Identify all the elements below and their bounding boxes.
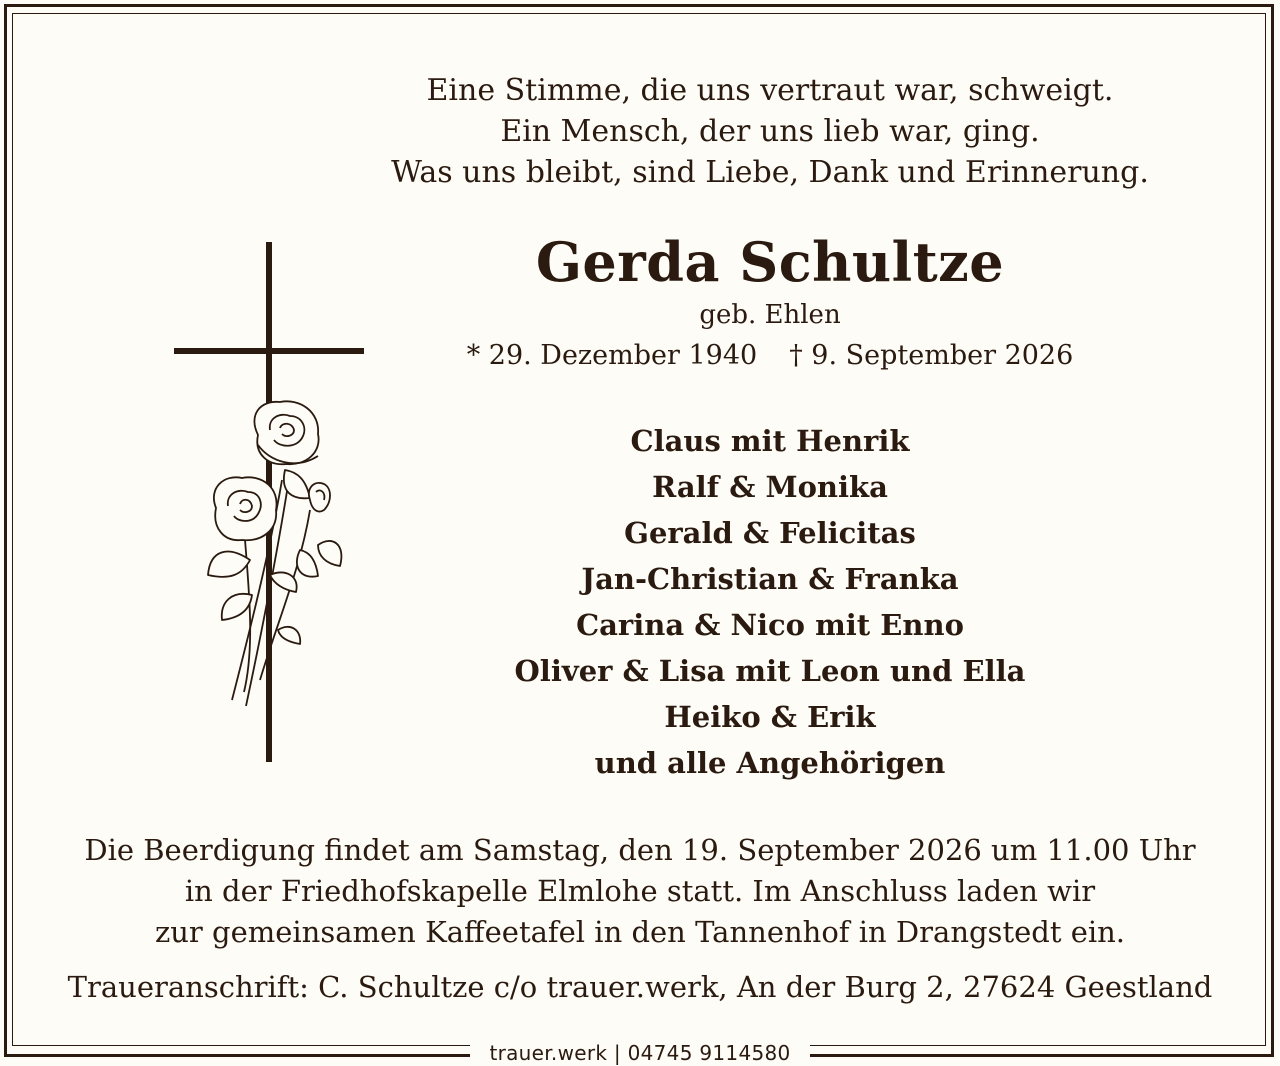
funeral-line: Die Beerdigung findet am Samstag, den 19. September 2026 um 11.00 Uhr xyxy=(84,833,1196,867)
motto xyxy=(300,70,1240,193)
maiden-name: geb. Ehlen xyxy=(699,300,841,330)
mourner-line: Ralf & Monika xyxy=(652,470,888,504)
mourner-line: Carina & Nico mit Enno xyxy=(576,608,964,642)
footer-contact: trauer.werk | 04745 9114580 xyxy=(489,1041,791,1065)
funeral-line: in der Friedhofskapelle Elmlohe statt. Im Anschluss laden wir xyxy=(184,874,1096,908)
motto-line: Ein Mensch, der uns lieb war, ging. xyxy=(500,114,1040,149)
mourner-line: Oliver & Lisa mit Leon und Ella xyxy=(514,654,1026,688)
birth-date: * 29. Dezember 1940 xyxy=(466,340,758,371)
mourner-line: Gerald & Felicitas xyxy=(624,516,916,550)
funeral-notice xyxy=(60,830,1220,953)
life-dates xyxy=(300,340,1240,371)
mourners-list xyxy=(370,418,1170,786)
death-date: † 9. September 2026 xyxy=(789,340,1074,371)
motto-line: Eine Stimme, die uns vertraut war, schweigt. xyxy=(426,73,1114,108)
mourning-address: Traueranschrift: C. Schultze c/o trauer.werk, An der Burg 2, 27624 Geestland xyxy=(67,970,1213,1004)
funeral-line: zur gemeinsamen Kaffeetafel in den Tannenhof in Drangstedt ein. xyxy=(154,915,1126,949)
mourner-line: Jan-Christian & Franka xyxy=(581,562,959,596)
mourner-line: Heiko & Erik xyxy=(664,700,876,734)
motto-line: Was uns bleibt, sind Liebe, Dank und Erinnerung. xyxy=(391,155,1149,190)
rose-icon xyxy=(208,401,341,706)
mourner-line: und alle Angehörigen xyxy=(594,746,946,780)
mourner-line: Claus mit Henrik xyxy=(630,424,910,458)
deceased-name: Gerda Schultze xyxy=(535,230,1005,294)
cross-with-roses xyxy=(150,230,390,770)
